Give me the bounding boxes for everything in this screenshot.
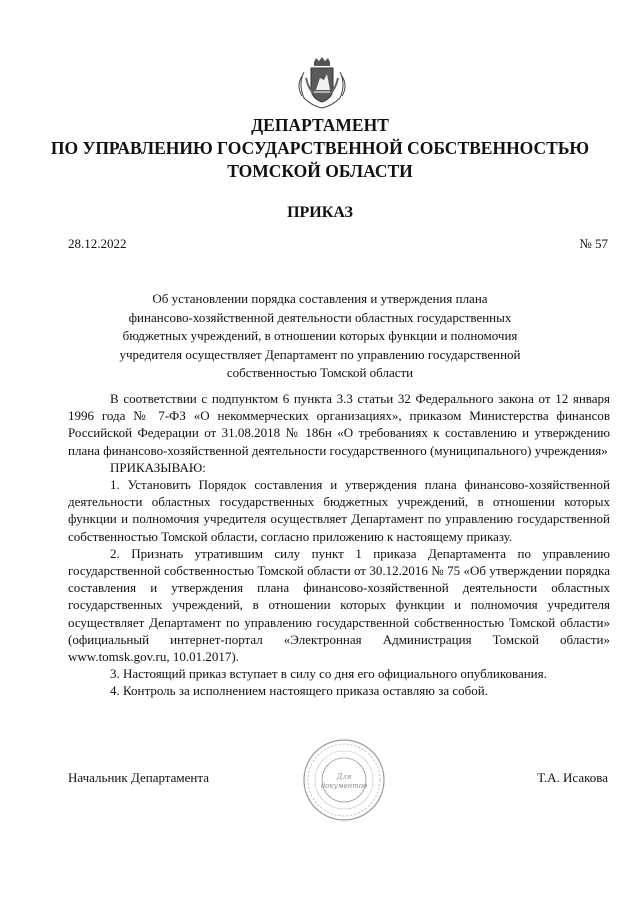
department-title-line2: ПО УПРАВЛЕНИЮ ГОСУДАРСТВЕННОЙ СОБСТВЕННОСТЬЮ bbox=[50, 138, 590, 158]
order-word: ПРИКАЗЫВАЮ: bbox=[110, 459, 206, 475]
order-item: 1. Установить Порядок составления и утверждения плана финансово-хозяйственной деятельности областных государственных бюджетных учреждений, в отношении которых функции и полномочия учредителя осуществляет Департамент по управлению государственной собственностью Томской области, согласно приложению к настоящему приказу. bbox=[68, 477, 610, 544]
signatory-name: Т.А. Исакова bbox=[537, 770, 608, 785]
subject-line: собственностью Томской области bbox=[226, 365, 414, 381]
document-body bbox=[68, 390, 610, 700]
svg-text:документов: документов bbox=[320, 782, 368, 790]
document-number: № 57 bbox=[579, 236, 608, 251]
subject-line: Об установлении порядка составления и утверждения плана bbox=[152, 291, 488, 306]
document-type: ПРИКАЗ bbox=[287, 204, 353, 221]
department-title-line3: ТОМСКОЙ ОБЛАСТИ bbox=[227, 161, 413, 181]
order-item: 2. Признать утратившим силу пункт 1 приказа Департамента по управлению государственной собственностью Томской области от 30.12.2016 № 75 «Об утверждении порядка составления и утверждения плана финансово-хозяйственной деятельности областных государственных учреждений, в отношении которых функции и полномочия учредителя осуществляет Департамент по управлению государственной собственностью Томской области» (официальный интернет-портал «Электронная Администрация Томской области» www.tomsk.gov.ru, 10.01.2017). bbox=[68, 545, 610, 665]
document-subject bbox=[100, 290, 540, 383]
round-seal-icon bbox=[302, 738, 386, 822]
subject-line: учредителя осуществляет Департамент по управлению государственной bbox=[119, 346, 521, 362]
order-item: 3. Настоящий приказ вступает в силу со дня его официального опубликования. bbox=[110, 666, 547, 682]
preamble-paragraph: В соответствии с подпунктом 6 пункта 3.3 статьи 32 Федерального закона от 12 января 1996 года № 7-ФЗ «О некоммерческих организациях», приказом Министерства финансов Российской Федерации от 31.08.2018 № 186н «О требованиях к составлению и утверждению плана финансово-хозяйственной деятельности государственного (муниципального) учреждения» bbox=[68, 391, 610, 458]
subject-line: финансово-хозяйственной деятельности областных государственных bbox=[128, 309, 512, 325]
tomsk-coat-of-arms-icon bbox=[294, 54, 350, 110]
document-date: 28.12.2022 bbox=[68, 236, 127, 251]
order-item: 4. Контроль за исполнением настоящего приказа оставляю за собой. bbox=[110, 683, 488, 699]
signatory-title: Начальник Департамента bbox=[68, 770, 209, 785]
subject-line: бюджетных учреждений, в отношении которых функции и полномочия bbox=[122, 328, 518, 344]
svg-text:Для: Для bbox=[336, 773, 352, 781]
department-title-line1: ДЕПАРТАМЕНТ bbox=[251, 115, 389, 135]
